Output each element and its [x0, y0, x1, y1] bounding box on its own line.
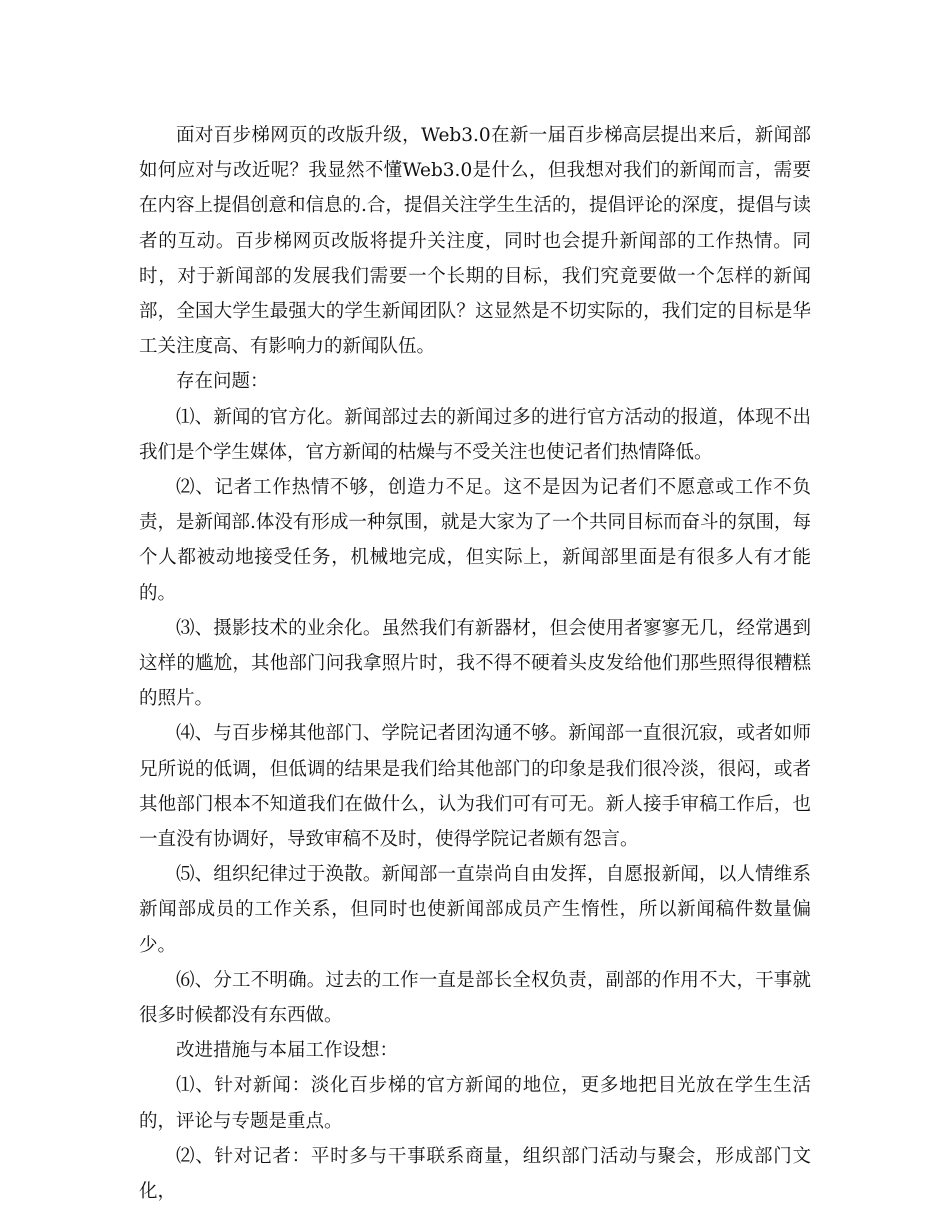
problem-item-6: ⑹、分工不明确。过去的工作一直是部长全权负责，副部的作用不大，干事就很多时候都没有东西做。	[139, 969, 811, 1027]
heading-existing-problems: 存在问题：	[176, 371, 269, 393]
problem-item-3: ⑶、摄影技术的业余化。虽然我们有新器材，但会使用者寥寥无几，经常遇到这样的尴尬，其他部门问我拿照片时，我不得不硬着头皮发给他们那些照得很糟糕的照片。	[139, 617, 811, 710]
problem-item-1: ⑴、新闻的官方化。新闻部过去的新闻过多的进行官方活动的报道，体现不出我们是个学生媒体，官方新闻的枯燥与不受关注也使记者们热情降低。	[139, 406, 811, 463]
problem-item-4: ⑷、与百步梯其他部门、学院记者团沟通不够。新闻部一直很沉寂，或者如师兄所说的低调，但低调的结果是我们给其他部门的印象是我们很冷淡，很闷，或者其他部门根本不知道我们在做什么，认为我们可有可无。新人接手审稿工作后，也一直没有协调好，导致审稿不及时，使得学院记者颇有怨言。	[139, 723, 811, 851]
measure-item-2: ⑵、针对记者：平时多与干事联系商量，组织部门活动与聚会，形成部门文化，	[139, 1145, 811, 1203]
problem-item-5: ⑸、组织纪律过于涣散。新闻部一直崇尚自由发挥，自愿报新闻，以人情维系新闻部成员的工作关系，但同时也使新闻部成员产生惰性，所以新闻稿件数量偏少。	[139, 864, 811, 956]
problem-item-2: ⑵、记者工作热情不够，创造力不足。这不是因为记者们不愿意或工作不负责，是新闻部.体没有形成一种氛围，就是大家为了一个共同目标而奋斗的氛围，每个人都被动地接受任务，机械地完成，但实际上，新闻部里面是有很多人有才能的。	[139, 477, 811, 604]
heading-improvement-measures: 改进措施与本届工作设想：	[176, 1040, 399, 1062]
paragraph-intro: 面对百步梯网页的改版升级，Web3.0在新一届百步梯高层提出来后，新闻部如何应对与改近呢？我显然不懂Web3.0是什么，但我想对我们的新闻而言，需要在内容上提倡创意和信息的.合，提倡关注学生生活的，提倡评论的深度，提倡与读者的互动。百步梯网页改版将提升关注度，同时也会提升新闻部的工作热情。同时，对于新闻部的发展我们需要一个长期的目标，我们究竟要做一个怎样的新闻部，全国大学生最强大的学生新闻团队？这显然是不切实际的，我们定的目标是华工关注度高、有影响力的新闻队伍。	[139, 125, 811, 358]
measure-item-1: ⑴、针对新闻：淡化百步梯的官方新闻的地位，更多地把目光放在学生生活的，评论与专题是重点。	[139, 1075, 811, 1132]
document-body	[139, 118, 811, 1209]
